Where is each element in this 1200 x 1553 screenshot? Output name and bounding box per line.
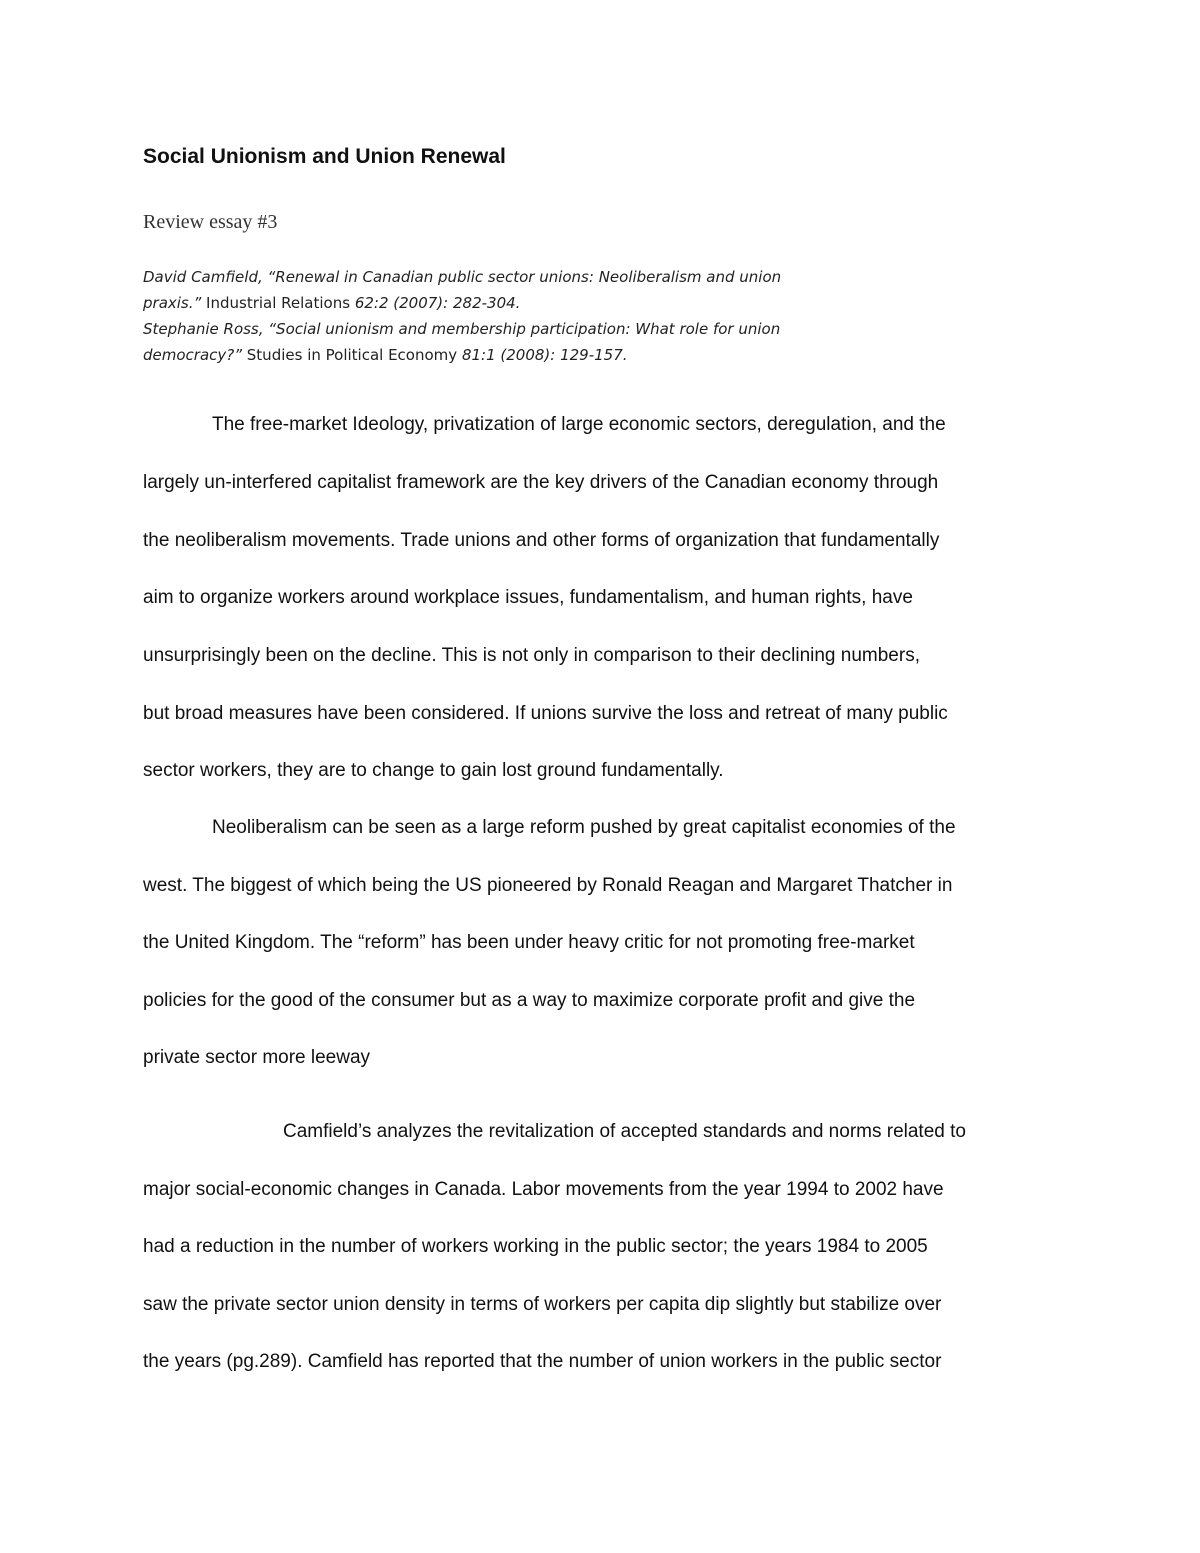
reference-1-journal: Industrial Relations — [201, 294, 355, 312]
document-title: Social Unionism and Union Renewal — [143, 145, 506, 168]
paragraph-line: The free-market Ideology, privatization of large economic sectors, deregulation, and the — [212, 414, 946, 435]
references-block — [143, 264, 781, 368]
reference-2-volume: 81:1 (2008): 129-157. — [461, 346, 628, 364]
reference-1-line-2 — [143, 290, 781, 316]
paragraph-line: west. The biggest of which being the US pioneered by Ronald Reagan and Margaret Thatcher in — [143, 875, 953, 896]
reference-2-journal: Studies in Political Economy — [242, 346, 462, 364]
reference-1-line-1 — [143, 264, 781, 290]
reference-1-author-title: David Camfield, “Renewal in Canadian public sector unions: Neoliberalism and union — [143, 268, 782, 286]
document-subtitle: Review essay #3 — [143, 211, 278, 233]
reference-2-line-2 — [143, 342, 781, 368]
paragraph-line: Neoliberalism can be seen as a large reform pushed by great capitalist economies of the — [212, 817, 956, 838]
paragraph-line: the neoliberalism movements. Trade unions and other forms of organization that fundamentally — [143, 530, 940, 551]
paragraph-line: aim to organize workers around workplace issues, fundamentalism, and human rights, have — [143, 587, 913, 608]
paragraph-line: Camfield’s analyzes the revitalization of accepted standards and norms related to — [283, 1121, 966, 1142]
paragraph-line: saw the private sector union density in terms of workers per capita dip slightly but stabilize over — [143, 1294, 942, 1315]
paragraph-line: private sector more leeway — [143, 1047, 371, 1068]
reference-2-author-title: Stephanie Ross, “Social unionism and membership participation: What role for union — [143, 320, 781, 338]
reference-1-title-end: praxis.” — [143, 294, 202, 312]
paragraph-line: policies for the good of the consumer but as a way to maximize corporate profit and give the — [143, 990, 916, 1011]
paragraph-line: sector workers, they are to change to gain lost ground fundamentally. — [143, 760, 724, 781]
paragraph-line: unsurprisingly been on the decline. This is not only in comparison to their declining numbers, — [143, 645, 920, 666]
reference-2-line-1 — [143, 316, 781, 342]
paragraph-line: largely un-interfered capitalist framework are the key drivers of the Canadian economy through — [143, 472, 939, 493]
reference-1-volume: 62:2 (2007): 282-304. — [354, 294, 521, 312]
paragraph-line: had a reduction in the number of workers working in the public sector; the years 1984 to 2005 — [143, 1236, 928, 1257]
paragraph-line: major social-economic changes in Canada. Labor movements from the year 1994 to 2002 have — [143, 1179, 944, 1200]
paragraph-line: the years (pg.289). Camfield has reported that the number of union workers in the public sector — [143, 1351, 942, 1372]
reference-2-title-end: democracy?” — [143, 346, 243, 364]
paragraph-line: but broad measures have been considered. If unions survive the loss and retreat of many public — [143, 703, 948, 724]
paragraph-line: the United Kingdom. The “reform” has been under heavy critic for not promoting free-market — [143, 932, 915, 953]
